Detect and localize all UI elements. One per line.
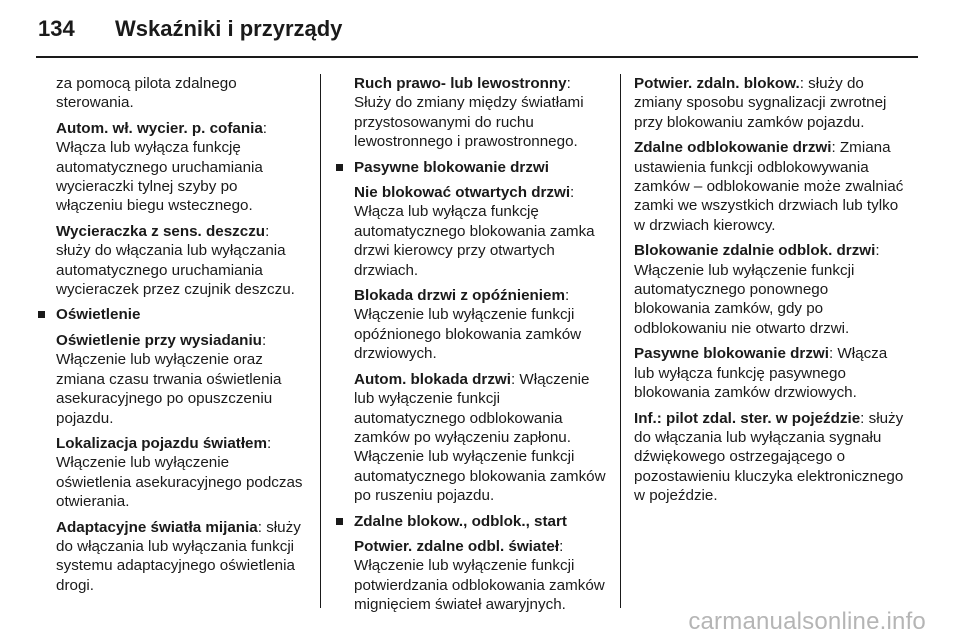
header-rule [36,56,918,58]
setting-description: Włącza lub wyłącza funkcję automatycznego uruchamiania wycieraczki tylnej szyby po włączeniu biegu wstecznego. [56,139,263,215]
section-title: Wskaźniki i przyrządy [115,16,343,41]
setting-description: służy do włączania lub wyłączania funkcji systemu adaptacyjnego oświetlenia drogi. [56,518,301,594]
setting-label: Lokalizacja pojazdu światłem [56,434,268,452]
bullet-heading: Zdalne blokow., odblok., start [334,512,606,531]
column-2 [334,74,606,621]
watermark: carmanualsonline.info [688,608,926,635]
setting-label: Potwier. zdaln. blokow. [634,75,800,92]
setting-description: Włączenie lub wyłączenie funkcji automatycznego odblokowania zamków po wyłączeniu zapłonu. Włączenie lub wyłączenie funkcji automatycznego blokowania zamków po ruszeniu pojazdu. [354,370,606,505]
column-3 [634,74,906,512]
column-divider [320,74,321,608]
setting-description: Włączenie lub wyłączenie funkcji automatycznego ponownego blokowania zamków, gdy po odblokowaniu nie otwarto drzwi. [634,261,855,337]
setting-description: Włączenie lub wyłączenie oraz zmiana czasu trwania oświetlenia asekuracyjnego po opuszczeniu pojazdu. [56,351,282,427]
setting-label: Potwier. zdalne odbl. świateł [354,537,560,555]
setting-label: Inf.: pilot zdal. ster. w pojeździe [634,409,861,427]
setting-label: Ruch prawo- lub lewostronny [354,75,567,92]
setting-entry: Oświetlenie przy wysiadaniu: Włączenie lub wyłączenie oraz zmiana czasu trwania oświetlenia asekuracyjnego po opuszczeniu pojazdu. [56,331,282,427]
setting-entry: Ruch prawo- lub lewostronny: Służy do zmiany między światłami przystosowanymi do ruchu lewostronnego i prawostronnego. [354,75,584,151]
setting-description: Włącza lub wyłącza funkcję automatycznego blokowania zamka drzwi kierowcy przy otwartych drzwiach. [354,203,595,279]
bullet-square-icon [336,518,343,525]
bullet-square-icon [38,311,45,318]
setting-description: służy do włączania lub wyłączania automatycznego uruchamiania wycieraczek przez czujnik deszczu. [56,242,295,299]
bullet-square-icon [336,164,343,171]
setting-entry: Blokowanie zdalnie odblok. drzwi: Włączenie lub wyłączenie funkcji automatycznego ponownego blokowania zamków, gdy po odblokowaniu nie otwarto drzwi. [634,242,880,337]
setting-label: Oświetlenie przy wysiadaniu [56,331,262,349]
setting-entry: Potwier. zdalne odbl. świateł: Włączenie lub wyłączenie funkcji potwierdzania odblokowania zamków mignięciem świateł awaryjnych. [354,537,605,614]
setting-label: Autom. wł. wycier. p. cofania [56,119,263,137]
setting-description: Zmiana ustawienia funkcji odblokowywania zamków – odblokowanie może zwalniać zamki we wszystkich drzwiach lub tylko w drzwiach kierowcy. [634,139,904,234]
setting-description: Włączenie lub wyłączenie oświetlenia asekuracyjnego podczas otwierania. [56,454,303,511]
setting-description: Służy do zmiany między światłami przystosowanymi do ruchu lewostronnego i prawostronnego. [354,94,584,151]
page-header [0,0,960,60]
setting-label: Pasywne blokowanie drzwi [634,345,829,363]
setting-entry: Blokada drzwi z opóźnieniem: Włączenie lub wyłączenie funkcji opóźnionego blokowania zamków drzwiowych. [354,287,582,363]
column-1 [36,74,306,601]
setting-entry: Autom. blokada drzwi: Włączenie lub wyłączenie funkcji automatycznego odblokowania zamków po wyłączeniu zapłonu. Włączenie lub wyłączenie funkcji automatycznego blokowania zamków po ruszeniu pojazdu. [354,370,606,505]
bullet-heading: Pasywne blokowanie drzwi [334,158,606,177]
bullet-heading: Oświetlenie [36,305,306,324]
setting-description: Włącza lub wyłącza funkcję pasywnego blokowania zamków drzwiowych. [634,345,888,402]
setting-entry: Adaptacyjne światła mijania: służy do włączania lub wyłączania funkcji systemu adaptacyjnego oświetlenia drogi. [56,518,301,594]
setting-entry: Inf.: pilot zdal. ster. w pojeździe: służy do włączania lub wyłączania sygnału dźwiękowego ostrzegającego o pozostawieniu kluczyka elektronicznego w pojeździe. [634,409,904,505]
setting-label: Blokowanie zdalnie odblok. drzwi [634,242,876,260]
setting-description: służy do włączania lub wyłączania sygnału dźwiękowego ostrzegającego o pozostawieniu kluczyka elektronicznego w pojeździe. [634,409,904,505]
setting-label: Nie blokować otwartych drzwi [354,184,571,202]
setting-entry: Wycieraczka z sens. deszczu: służy do włączania lub wyłączania automatycznego uruchamiania wycieraczek przez czujnik deszczu. [56,222,295,299]
setting-entry: Zdalne odblokowanie drzwi: Zmiana ustawienia funkcji odblokowywania zamków – odblokowanie może zwalniać zamki we wszystkich drzwiach lub tylko w drzwiach kierowcy. [634,139,904,234]
setting-label: Wycieraczka z sens. deszczu [56,222,266,240]
setting-entry: Autom. wł. wycier. p. cofania: Włącza lub wyłącza funkcję automatycznego uruchamiania wycieraczki tylnej szyby po włączeniu biegu wstecznego. [56,119,268,215]
setting-entry: Potwier. zdaln. blokow.: służy do zmiany sposobu sygnalizacji zwrotnej przy blokowaniu zamków pojazdu. [634,75,887,131]
setting-entry: Pasywne blokowanie drzwi: Włącza lub wyłącza funkcję pasywnego blokowania zamków drzwiowych. [634,345,888,402]
setting-label: Adaptacyjne światła mijania [56,518,258,536]
setting-label: Autom. blokada drzwi [354,370,511,388]
setting-entry: Nie blokować otwartych drzwi: Włącza lub wyłącza funkcję automatycznego blokowania zamka drzwi kierowcy przy otwartych drzwiach. [354,184,595,279]
setting-entry: Lokalizacja pojazdu światłem: Włączenie lub wyłączenie oświetlenia asekuracyjnego podczas otwierania. [56,434,303,511]
setting-label: Blokada drzwi z opóźnieniem [354,287,565,305]
setting-description: Włączenie lub wyłączenie funkcji potwierdzania odblokowania zamków mignięciem świateł awaryjnych. [354,557,605,614]
page-number: 134 [38,16,75,41]
paragraph: za pomocą pilota zdalnego sterowania. [56,75,237,112]
setting-label: Zdalne odblokowanie drzwi [634,139,832,157]
setting-description: Włączenie lub wyłączenie funkcji opóźnionego blokowania zamków drzwiowych. [354,306,582,363]
column-divider [620,74,621,608]
setting-description: służy do zmiany sposobu sygnalizacji zwrotnej przy blokowaniu zamków pojazdu. [634,75,887,131]
